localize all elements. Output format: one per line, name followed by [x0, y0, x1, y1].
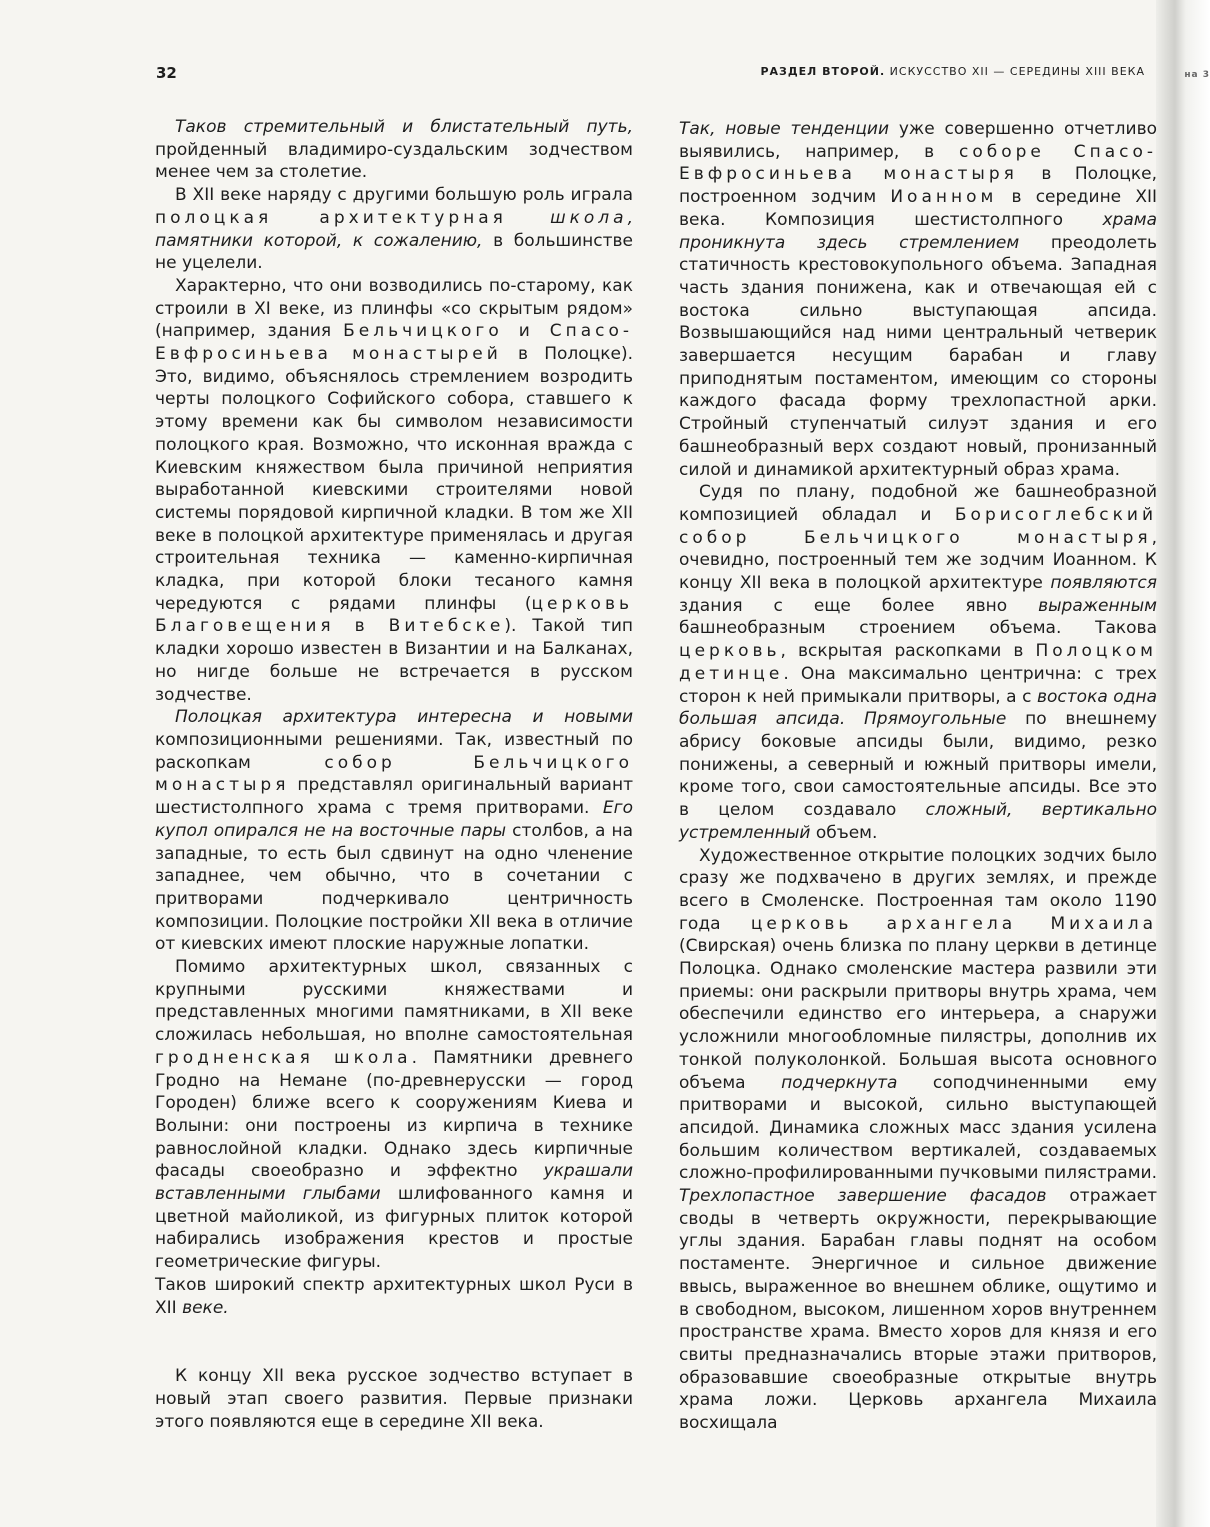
text-run: В XII веке наряду с другими большую роль играла: [175, 185, 633, 206]
italic-phrase: подчеркнута: [781, 1072, 898, 1093]
text-run: Судя по плану, подобной же башнеобразной композицией обладал и: [679, 482, 1157, 525]
text-run: в большинстве не уцелели.: [155, 230, 633, 274]
italic-phrase: Так, новые тенденции: [679, 119, 889, 139]
spaced-term: полоцкая архитектурная: [155, 207, 507, 228]
text-run: здания с еще более явно: [679, 595, 1039, 616]
text-run: шлифованного камня и цветной майоликой, из фигурных плиток которой набирались изображения крестов и простые геометрические фигуры.: [155, 1184, 633, 1273]
text-run: представлял оригинальный вариант шестистолпного храма с тремя притворами.: [155, 775, 633, 819]
text-run: объем.: [810, 822, 878, 843]
spaced-term: Иоанном: [890, 187, 998, 208]
page-number: 32: [156, 64, 177, 82]
text-run: , вскрытая раскопками в: [780, 641, 1036, 662]
italic-phrase: , памятники которой, к сожалению,: [155, 207, 633, 251]
running-head: [760, 65, 1145, 78]
paragraph: [679, 845, 1157, 1435]
italic-phrase: Полоцкая архитектура интересна и новыми: [175, 707, 633, 728]
spaced-term: соборе Спасо-Евфросиньева монастыря: [679, 141, 1157, 185]
text-run: ). Такой тип кладки хорошо известен в Византии и на Балканах, но нигде больше не встречается в русском зодчестве.: [155, 616, 633, 705]
italic-phrase: востока одна большая апсида. Прямоугольные: [679, 686, 1157, 730]
spaced-term: собор Бельчицкого монастыря: [155, 752, 633, 796]
spaced-term: Бельчицкого и Спасо-Евфросиньева монастырей: [155, 321, 633, 365]
text-run: (Свирская) очень близка по плану церкви в детинце Полоцка. Однако смоленские мастера развили эти приемы: они раскрыли притворы внутрь храма, чем обеспечили единство его интерьера, а снаружи усложнили многообломные пилястры, дополнив их тонкой полуколонкой. Большая высота основного объема: [679, 936, 1157, 1093]
spaced-term: церковь архангела Михаила: [750, 913, 1157, 934]
italic-phrase: храма проникнута здесь стремлением: [679, 209, 1157, 253]
text-run: по внешнему абрису боковые апсиды были, видимо, резко понижены, а северный и южный притворы имели, кроме того, свои самостоятельные апсиды. Все это в целом создавало: [679, 709, 1157, 821]
paragraph: [155, 1365, 633, 1433]
spaced-term: гродненская школа: [155, 1047, 412, 1068]
text-run: . Она максимально центрична: с трех сторон к ней примыкали притворы, а с: [679, 663, 1157, 707]
italic-phrase: Его купол опирался не на восточные пары: [155, 798, 633, 841]
text-run: . Памятники древнего Гродно на Немане (по-древнерусски — город Городен) ближе всего к сооружениям Киева и Волыни: они построены из кирпича в технике равнослойной кладки. Однако здесь кирпичные фасады своеобразно и эффектно: [155, 1047, 633, 1182]
spaced-term: церковь: [679, 641, 781, 662]
spaced-term: школа: [550, 207, 628, 228]
text-run: отражает своды в четверть окружности, перекрывающие углы здания. Барабан главы поднят на особом постаменте. Энергичное и сильное движение ввысь, выраженное во внешнем облике, ощутимо и в свободном, высоком, лишенном хоров внутреннем пространстве храма. Вместо хоров для князя и его свиты предназначались вторые этажи притворов, образовавшие своеобразные открытые внутрь храма ложи. Церковь архангела Михаила восхищала: [679, 1186, 1158, 1434]
paragraph: [155, 116, 633, 184]
paragraph: [155, 275, 633, 706]
text-run: преодолеть статичность крестовокупольного объема. Западная часть здания понижена, как и отвечающая ей с востока сильно выступающая апсида. Возвышающийся над ними центральный четверик завершается несущим барабан и главу приподнятым постаментом, имеющим со стороны каждого фасада форму трехлопастной арки. Стройный ступенчатый силуэт здания и его башнеобразный верх создают новый, пронизанный силой и динамикой архитектурный образ храма.: [679, 232, 1157, 480]
text-run: [507, 208, 550, 228]
text-run: Помимо архитектурных школ, связанных с крупными русскими княжествами и представленных многими памятниками, в XII веке сложилась небольшая, но вполне самостоятельная: [155, 957, 633, 1046]
text-run: соподчиненными ему притворами и высокой, сильно выступающей апсидой. Динамика сложных масс здания усилена большим количеством вертикалей, создаваемых сложно-профилированными пучковыми пилястрами.: [679, 1072, 1157, 1184]
italic-phrase: Таков стремительный и блистательный путь,: [175, 117, 633, 137]
section-label: РАЗДЕЛ ВТОРОЙ.: [760, 65, 886, 78]
paragraph: [155, 956, 633, 1274]
text-run: композиционными решениями. Так, известный по раскопкам: [155, 729, 633, 773]
adjacent-page-fragment: на 3: [1184, 70, 1210, 80]
italic-phrase: выраженным: [1038, 595, 1157, 616]
text-run: в Полоцке). Это, видимо, объяснялось стремлением возродить черты полоцкого Софийского собора, ставшего к этому времени как бы символом независимости полоцкого края. Возможно, что исконная вражда с Киевским княжеством была причиной неприятия выработанной киевскими строителями новой системы порядовой кирпичной кладки. В том же XII веке в полоцкой архитектуре применялась и другая строительная техника — каменно-кирпичная кладка, при которой блоки тесаного камня чередуются с рядами плинфы (: [155, 344, 633, 614]
text-run: в Полоцке, построенном зодчим: [679, 164, 1158, 208]
italic-phrase: украшали вставленными глыбами: [155, 1161, 633, 1205]
text-run: столбов, а на западные, то есть был сдвинут на одно членение западнее, чем обычно, что в сочетании с притворами подчеркивало центричность композиции. Полоцкие постройки XII века в отличие от киевских имеют плоские наружные лопатки.: [155, 820, 633, 955]
paragraph: [679, 118, 1157, 481]
text-run: Художественное открытие полоцких зодчих было сразу же подхвачено в других землях, и прежде всего в Смоленске. Построенная там около 1190 года: [679, 845, 1157, 934]
paragraph: [155, 706, 633, 956]
text-run: уже совершенно отчетливо выявились, например, в: [679, 119, 1157, 162]
spaced-term: Полоцком детинце: [679, 641, 1157, 684]
paragraph: [155, 1274, 633, 1319]
text-run: К концу XII века русское зодчество вступает в новый этап своего развития. Первые признаки этого появляются еще в середине XII века.: [155, 1366, 633, 1432]
spaced-term: церковь Благовещения в Витебске: [155, 593, 633, 637]
italic-phrase: Трехлопастное завершение фасадов: [679, 1186, 1047, 1207]
spaced-term: Борисоглебский собор Бельчицкого монастыря: [679, 504, 1157, 548]
book-spine-shadow: [1156, 0, 1210, 1527]
text-run: Таков широкий спектр архитектурных школ Руси в XII: [155, 1274, 633, 1318]
paragraph: [155, 184, 633, 275]
left-column: [155, 116, 633, 1433]
italic-phrase: веке.: [182, 1297, 229, 1318]
italic-phrase: появляются: [1050, 573, 1157, 594]
right-column: [679, 118, 1157, 1435]
text-run: в середине XII века. Композиция шестистолпного: [679, 187, 1157, 230]
paragraph: [679, 481, 1157, 844]
text-run: , очевидно, построенный тем же зодчим Иоанном. К концу XII века в полоцкой архитектуре: [679, 527, 1157, 594]
text-run: башнеобразным строением объема. Такова: [679, 618, 1157, 639]
italic-phrase: сложный, вертикально устремленный: [679, 800, 1157, 843]
text-run: пройденный владимиро-суздальским зодчеством менее чем за столетие.: [155, 139, 633, 183]
section-title: ИСКУССТВО XII — СЕРЕДИНЫ XIII ВЕКА: [889, 65, 1145, 78]
text-run: Характерно, что они возводились по-старому, как строили в XI веке, из плинфы «со скрытым рядом» (например, здания: [155, 275, 633, 342]
